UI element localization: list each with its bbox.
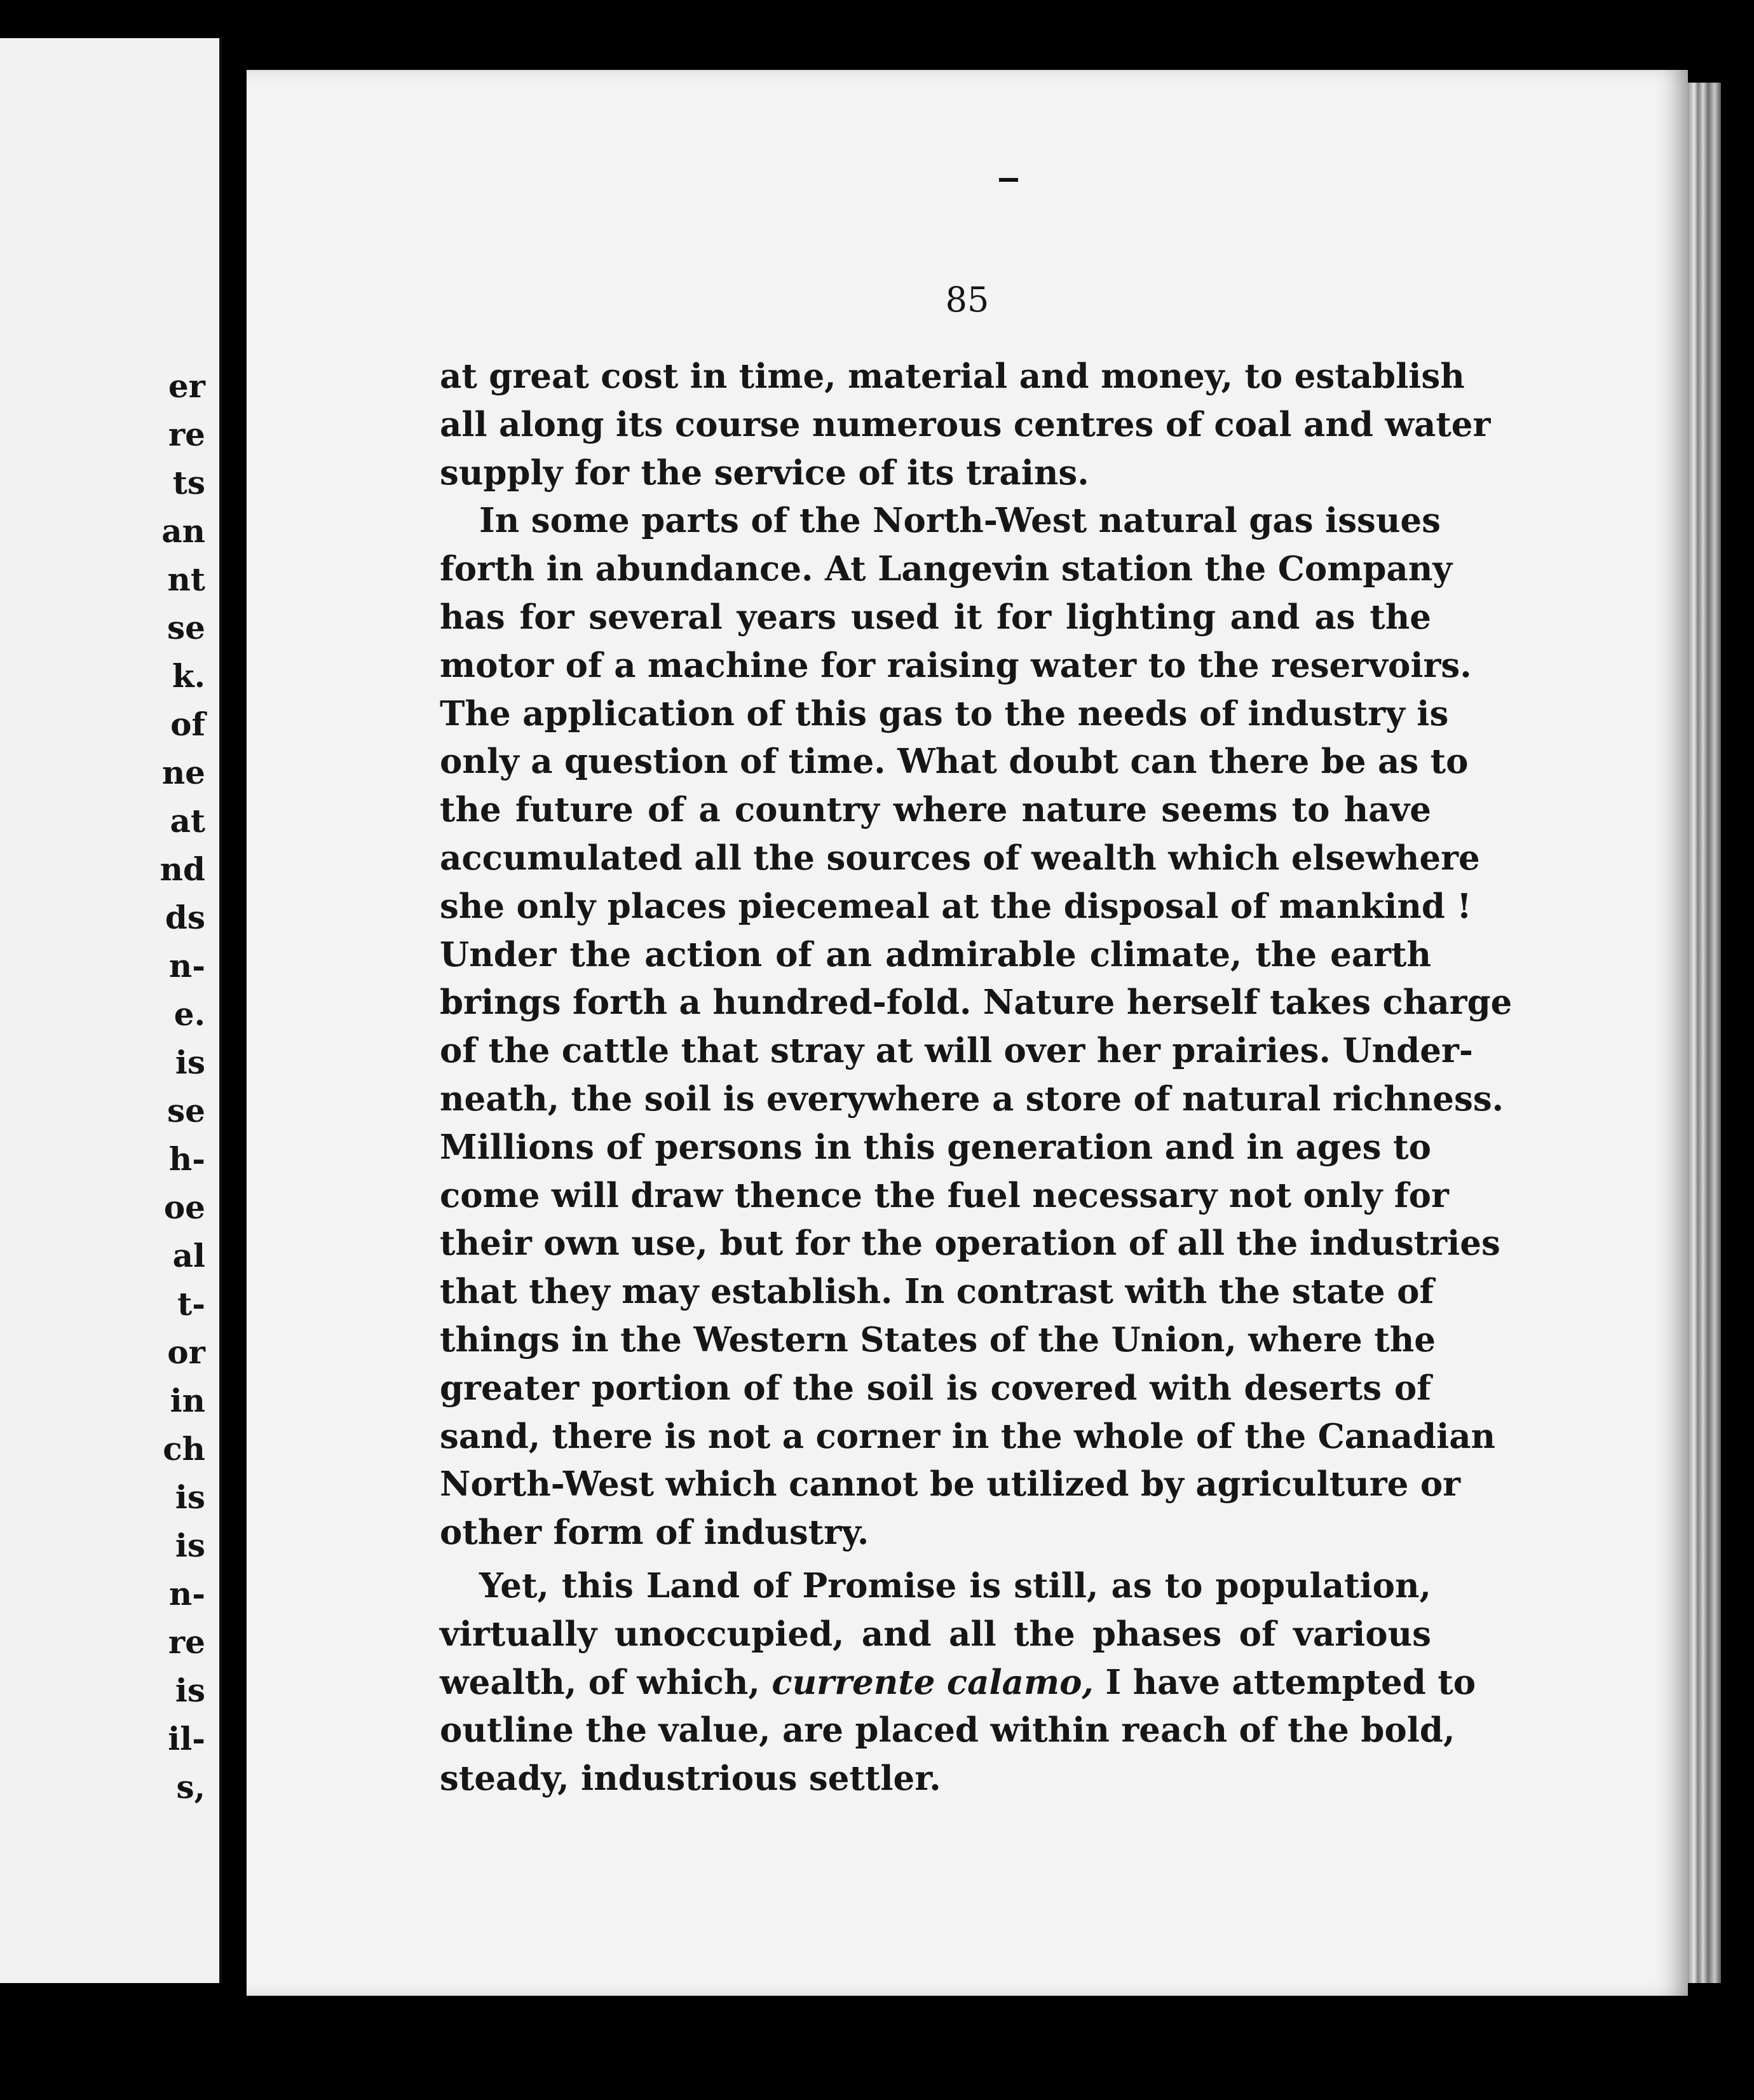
text-line: all along its course numerous centres of coal and water [440,404,1491,444]
left-fragment: an [161,512,205,550]
left-fragment: e. [173,995,205,1033]
left-fragment: h- [168,1140,205,1178]
text-line: supply for the service of its trains. [440,453,1089,493]
left-fragment: or [167,1333,205,1371]
left-fragment: in [170,1382,205,1419]
left-fragment: ne [161,754,205,791]
text-line: brings forth a hundred-fold. Nature herself takes charge [440,983,1513,1023]
text-line: The application of this gas to the needs of industry is [440,693,1449,733]
left-fragment: ch [163,1430,205,1468]
left-fragment: is [175,1527,205,1564]
text-line: she only places piecemeal at the disposal of mankind ! [440,886,1472,926]
text-line: neath, the soil is everywhere a store of natural richness. [440,1079,1504,1119]
text-line: sand, there is not a corner in the whole of the Canadian [440,1416,1496,1456]
left-fragment: re [168,1623,205,1661]
text-line: that they may establish. In contrast with the state of [440,1272,1434,1312]
text-line: motor of a machine for raising water to the reservoirs. [440,645,1472,685]
left-fragment: oe [163,1189,205,1226]
left-fragment: al [172,1237,205,1274]
text-line: the future of a country where nature seems to have [440,790,1431,830]
left-fragment: n- [168,1575,205,1612]
book-page-edges [1688,83,1721,1983]
body-text [440,353,1513,1803]
left-fragment: k. [172,657,205,695]
left-fragment: se [167,1092,205,1129]
text-line: accumulated all the sources of wealth which elsewhere [440,838,1480,878]
text-line: things in the Western States of the Union, where the [440,1319,1436,1360]
text-line: North-West which cannot be utilized by agriculture or [440,1464,1461,1504]
text-line: virtually unoccupied, and all the phases of various [440,1614,1431,1654]
text-line: steady, industrious settler. [440,1759,941,1799]
text-line: Under the action of an admirable climate, the earth [440,934,1431,974]
left-fragment: s, [176,1768,205,1806]
left-fragment: is [175,1672,205,1709]
left-fragment: se [167,609,205,646]
left-fragment: t- [177,1285,205,1323]
left-fragment: n- [168,947,205,985]
left-page-text-fragments [160,362,205,1811]
left-fragment: nd [160,850,205,888]
text-span: wealth, of which, [440,1662,772,1702]
printer-mark [999,178,1018,182]
left-fragment: at [170,802,205,840]
left-fragment: il- [168,1720,205,1757]
italic-phrase: currente calamo, [772,1662,1094,1702]
text-line: other form of industry. [440,1513,869,1553]
left-fragment: ts [172,464,205,501]
left-page [0,38,222,1983]
text-line: their own use, but for the operation of all the industries [440,1224,1500,1264]
text-span: I have attempted to [1093,1662,1476,1702]
text-line: forth in abundance. At Langevin station the Company [440,549,1453,589]
left-fragment: is [175,1044,205,1081]
left-fragment: nt [167,561,205,598]
text-line: come will draw thence the fuel necessary not only for [440,1175,1449,1215]
left-fragment: ds [165,899,205,936]
left-fragment: of [170,706,205,743]
main-page [247,70,1688,1996]
text-line: has for several years used it for lighting and as the [440,597,1431,637]
text-line-with-italic [440,1659,1476,1707]
text-line: at great cost in time, material and money, to establish [440,357,1465,396]
text-line: only a question of time. What doubt can there be as to [440,742,1469,782]
text-line: greater portion of the soil is covered with deserts of [440,1368,1431,1408]
paragraph-first-line: In some parts of the North-West natural gas issues [479,501,1441,541]
text-line: Millions of persons in this generation and in ages to [440,1127,1431,1167]
paragraph-first-line: Yet, this Land of Promise is still, as to population, [479,1565,1431,1606]
text-line: outline the value, are placed within reach of the bold, [440,1710,1455,1750]
left-fragment: er [168,367,205,405]
page-number: 85 [945,280,989,320]
text-line: of the cattle that stray at will over her prairies. Under- [440,1031,1473,1071]
left-fragment: re [168,416,205,453]
left-fragment: is [175,1478,205,1516]
